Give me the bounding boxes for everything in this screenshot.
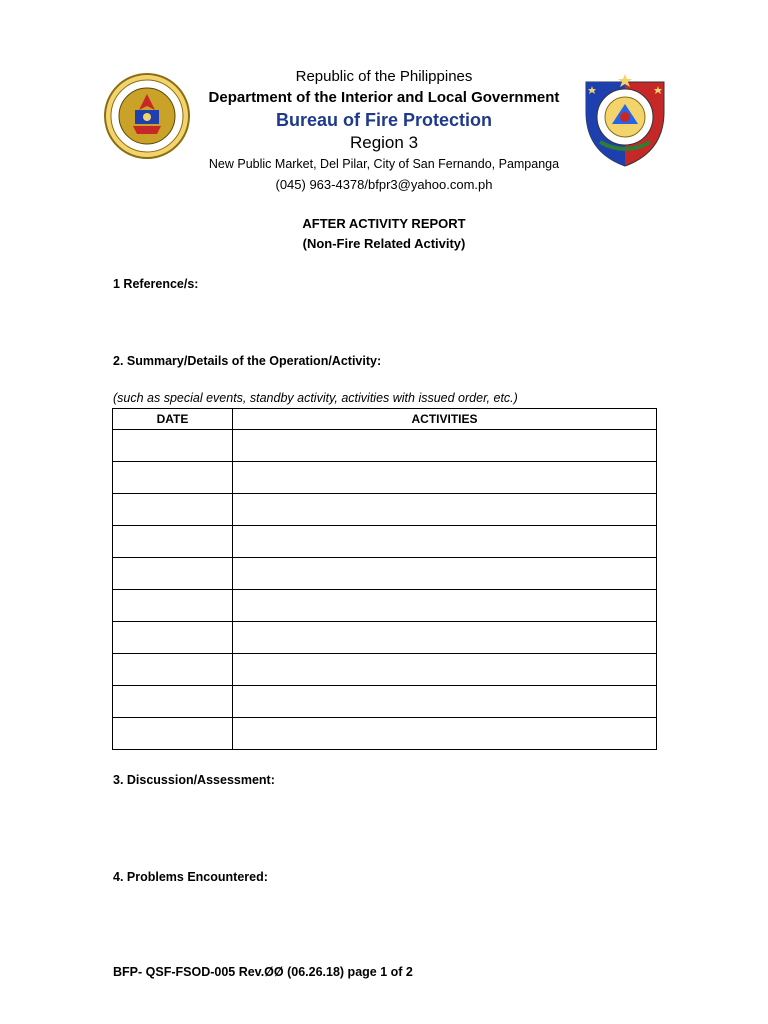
date-cell[interactable] — [113, 686, 233, 718]
activity-cell[interactable] — [233, 558, 657, 590]
table-row — [113, 654, 657, 686]
table-row — [113, 590, 657, 622]
activity-cell[interactable] — [233, 462, 657, 494]
date-cell[interactable] — [113, 462, 233, 494]
table-row — [113, 462, 657, 494]
date-cell[interactable] — [113, 718, 233, 750]
activities-table — [112, 408, 657, 750]
date-cell[interactable] — [113, 526, 233, 558]
summary-note: (such as special events, standby activity, activities with issued order, etc.) — [113, 391, 518, 405]
table-row — [113, 686, 657, 718]
activity-cell[interactable] — [233, 686, 657, 718]
table-row — [113, 526, 657, 558]
date-cell[interactable] — [113, 430, 233, 462]
department-heading: Department of the Interior and Local Government — [208, 89, 560, 106]
table-row — [113, 718, 657, 750]
summary-section-label: 2. Summary/Details of the Operation/Activity: — [113, 354, 382, 368]
date-cell[interactable] — [113, 558, 233, 590]
activity-cell[interactable] — [233, 494, 657, 526]
table-row — [113, 558, 657, 590]
discussion-section-label: 3. Discussion/Assessment: — [113, 773, 275, 787]
table-row — [113, 494, 657, 526]
region-heading: Region 3 — [349, 133, 419, 152]
date-cell[interactable] — [113, 590, 233, 622]
table-header-row — [113, 409, 657, 430]
date-column-header: DATE — [113, 409, 233, 430]
activity-cell[interactable] — [233, 430, 657, 462]
activities-column-header: ACTIVITIES — [233, 409, 657, 430]
address-line: New Public Market, Del Pilar, City of San Fernando, Pampanga — [208, 157, 560, 171]
document-footer: BFP- QSF-FSOD-005 Rev.ØØ (06.26.18) page 1 of 2 — [113, 965, 413, 979]
activity-cell[interactable] — [233, 590, 657, 622]
bureau-heading: Bureau of Fire Protection — [275, 110, 493, 130]
date-cell[interactable] — [113, 622, 233, 654]
report-subtitle: (Non-Fire Related Activity) — [302, 236, 466, 251]
date-cell[interactable] — [113, 654, 233, 686]
activity-cell[interactable] — [233, 718, 657, 750]
date-cell[interactable] — [113, 494, 233, 526]
activity-cell[interactable] — [233, 622, 657, 654]
references-section-label: 1 Reference/s: — [113, 277, 199, 291]
activity-cell[interactable] — [233, 654, 657, 686]
table-row — [113, 622, 657, 654]
activity-cell[interactable] — [233, 526, 657, 558]
report-title: AFTER ACTIVITY REPORT — [302, 216, 466, 231]
republic-heading: Republic of the Philippines — [295, 68, 473, 85]
problems-section-label: 4. Problems Encountered: — [113, 870, 268, 884]
contact-line: (045) 963-4378/bfpr3@yahoo.com.ph — [275, 177, 493, 192]
table-row — [113, 430, 657, 462]
